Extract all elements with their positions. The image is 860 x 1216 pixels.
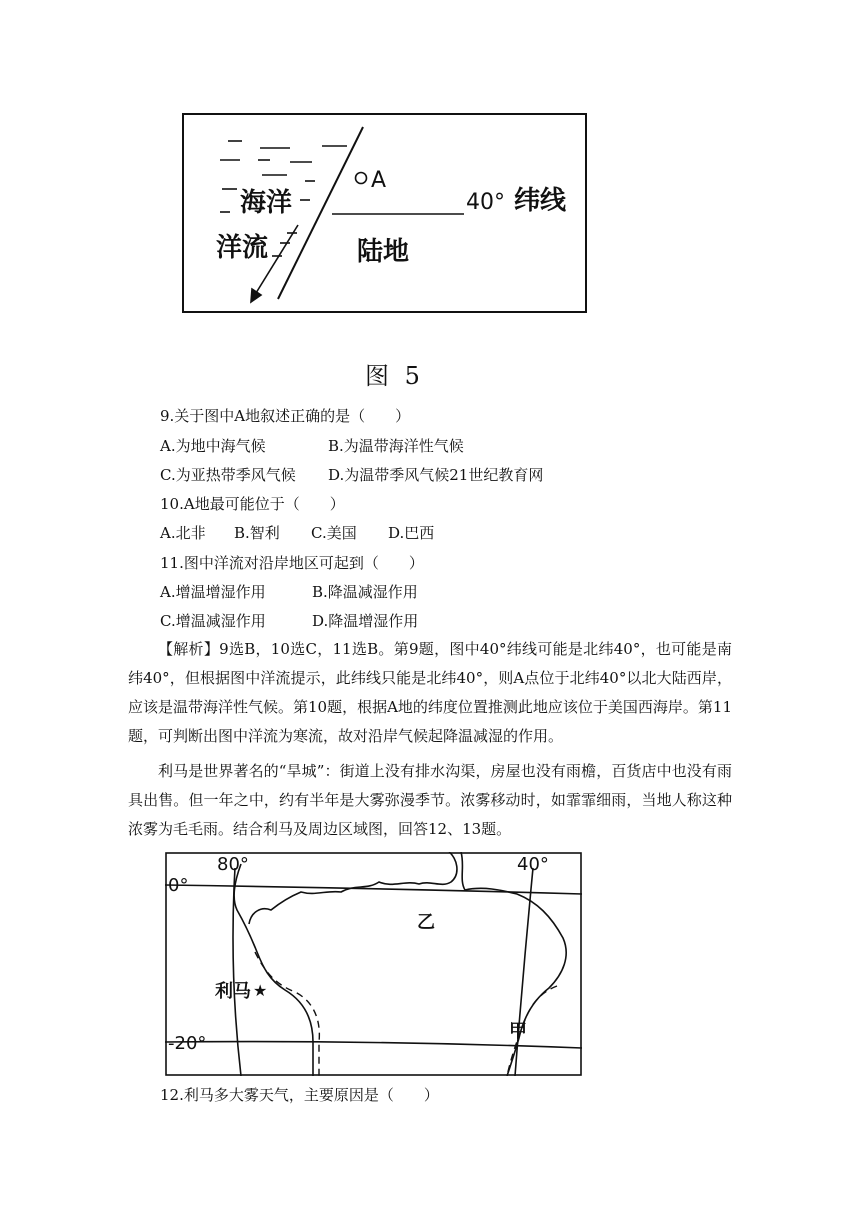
question-11-option-a: A.增温增湿作用 [160,583,266,601]
lat-20-label: -20° [168,1033,207,1054]
land-label: 陆地 [357,237,410,267]
lima-star-icon: ★ [253,981,268,1000]
analysis-tag: 【解析】 [158,640,220,658]
question-9-option-d: D.为温带季风气候21世纪教育网 [328,466,544,484]
latitude-degree-label: 40° [466,190,505,215]
lat-20-line [165,1042,582,1048]
question-9-option-b: B.为温带海洋性气候 [328,437,464,455]
question-9-option-c: C.为亚热带季风气候 [160,466,296,484]
current-label: 洋流 [216,233,269,263]
question-10-option-b: B.智利 [234,524,280,542]
point-a-marker [356,173,367,184]
question-11-option-d: D.降温增湿作用 [312,612,419,630]
question-9-option-a: A.为地中海气候 [160,437,266,455]
lon-80-label: 80° [217,854,249,875]
latitude-line-label: 纬线 [514,186,567,216]
question-9-stem: 9.关于图中A地叙述正确的是（ ） [160,407,411,425]
question-10-stem: 10.A地最可能位于（ ） [160,495,345,513]
ocean-label: 海洋 [240,188,293,218]
point-a-label: A [371,168,387,193]
label-yi: 乙 [417,912,435,933]
peru-current-dashed [255,952,319,1076]
lima-region-map [165,852,582,1076]
question-11-option-b: B.降温减湿作用 [312,583,418,601]
label-jia: 甲 [509,1021,527,1042]
question-10-option-a: A.北非 [160,524,206,542]
question-10-option-d: D.巴西 [388,524,435,542]
question-11-stem: 11.图中洋流对沿岸地区可起到（ ） [160,554,424,572]
label-lima: 利马 [215,981,251,1002]
question-11-option-c: C.增温减湿作用 [160,612,266,630]
analysis-paragraph [128,635,732,751]
lima-intro-paragraph: 利马是世界著名的“旱城”：街道上没有排水沟渠，房屋也没有雨檐，百货店中也没有雨具出售。但一年之中，约有半年是大雾弥漫季节。浓雾移动时，如霏霏细雨，当地人称这种浓雾为毛毛雨。结合利马及周边区域图，回答12、13题。 [128,762,732,838]
analysis-text: 9选B，10选C，11选B。第9题，图中40°纬线可能是北纬40°，也可能是南纬40°，但根据图中洋流提示，此纬线只能是北纬40°，则A点位于北纬40°以北大陆西岸，应该是温带海洋性气候。第10题，根据A地的纬度位置推测此地应该位于美国西海岸。第11题，可判断出图中洋流为寒流，故对沿岸气候起降温减湿的作用。 [128,640,733,745]
figure-5-caption: 图 5 [365,362,424,390]
equator-line [165,885,582,894]
figure-5-diagram [182,113,587,313]
question-10-option-c: C.美国 [311,524,357,542]
lat-0-label: 0° [168,875,189,896]
question-12-stem: 12.利马多大雾天气，主要原因是（ ） [160,1086,439,1104]
lon-40-label: 40° [517,854,549,875]
